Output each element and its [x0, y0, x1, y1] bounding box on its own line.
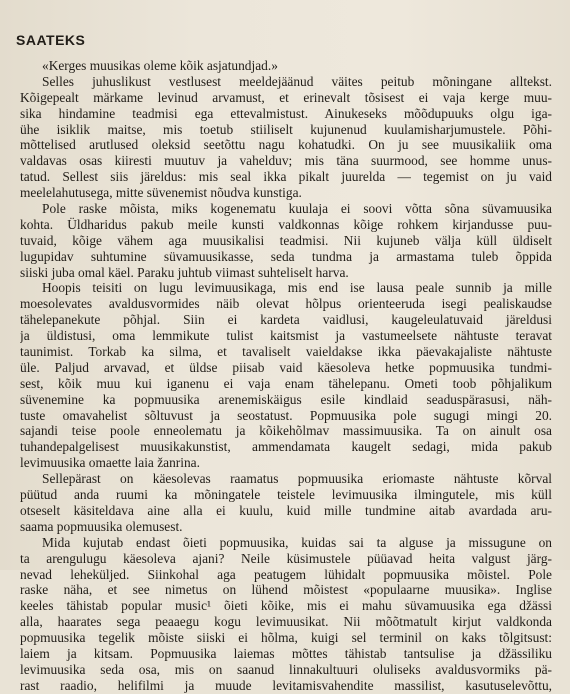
text-line: tähelepanekute põhjal. Siin ei kardeta vaidlusi, kaugeleulatuvaid järeldusi [20, 312, 552, 328]
text-line: Pole raske mõista, miks kogenematu kuulaja ei soovi võtta sõna süvamuusika [42, 201, 552, 217]
text-line: popmuusika tegelik mõiste siiski ei hõlma, kuigi sel terminil on kaks tõlgitsust: [20, 630, 552, 646]
body-text [20, 58, 552, 694]
text-line: mõttelised arutlused oleksid seetõttu nagu kohatudki. On ju see muusikaliik oma [20, 137, 552, 153]
text-line: Sellepärast on käesolevas raamatus popmuusika eriomaste nähtuste kõrval [42, 471, 552, 487]
text-line: süvenemine ka popmuusika arenemiskäigus esile kindlaid seaduspärasusi, näh- [20, 391, 552, 407]
text-line: Kõigepealt märkame levinud arvamust, et erinevalt tõsisest ei vaja kerge muu- [20, 89, 552, 105]
text-line: Selles juhuslikust vestlusest meeldejäänud väites peitub mõningane alltekst. [42, 73, 552, 89]
text-line: sika hindamine teadmisi ega ettevalmistust. Ainukeseks mõõdupuuks olgu iga- [20, 105, 552, 121]
text-line: tuvaid, kõige vähem aga muusikalisi teadmisi. Nii kujuneb välja küll üldiselt [20, 232, 552, 248]
text-line: Mida kujutab endast õieti popmuusika, kuidas sai ta alguse ja missugune on [42, 534, 552, 550]
text-line: moesolevates avaldusvormides näib olevat hõlpus orienteeruda isegi pealiskaudse [20, 296, 552, 312]
text-line: levimuusika omaette laia žanrina. [20, 455, 200, 471]
text-line: siiski juba omal käel. Paraku juhtub viimast suhteliselt harva. [20, 264, 349, 280]
chapter-heading: SAATEKS [16, 32, 86, 48]
text-line: taunimist. Torkab ka silma, et tavaliselt vaieldakse ikka päevakajaliste nähtuste [20, 344, 552, 360]
text-line: laiem ja kitsam. Popmuusika laiemas mõttes tähistab tantsulise ja džässiliku [20, 645, 552, 661]
text-line: üle. Paljud arvavad, et üldse piisab vaid käesoleva hetke popmuusika tundmi- [20, 359, 552, 375]
text-line: raske näha, et see nimetus on lühend mõistest «populaarne muusika». Inglise [20, 582, 552, 598]
text-line: kohta. Üldharidus pakub meile kunsti valdkonnas kõige rohkem kirjandusse puu- [20, 216, 552, 232]
text-line: alla, haarates sega peaaegu kogu levimuusikat. Nii mõõtmatult kirjut valdkonda [20, 614, 552, 630]
text-line: nevad leheküljed. Siinkohal aga peatugem lühidalt popmuusika mõistel. Pole [20, 566, 552, 582]
text-line: levimuusika seda osa, mis on saanud linnakultuuri oluliseks avaldusvormiks pä- [20, 661, 552, 677]
text-line: rast raadio, helifilmi ja muude levitamisvahendite massilist, kasutuselevõttu, [20, 677, 552, 693]
text-line: tuhandepalgelisest muusikakunstist, ammendamata kaugelt sedagi, mida pakub [20, 439, 552, 455]
text-line: tuste omavahelist sõltuvust ja seostatust. Popmuusika pole sugugi mingi 20. [20, 407, 552, 423]
text-line: lugupidav suhtumine süvamuusikasse, seda tundma ja armastama tuleb õppida [20, 248, 552, 264]
text-line: sajandi teise poole enneolematu ja kõikehõlmav massimuusika. Ta on ainult osa [20, 423, 552, 439]
text-line: püütud anda ruumi ka mõningatele teistele levimuusika ilmingutele, mis küll [20, 487, 552, 503]
text-line: keeles tähistab popular music¹ õieti kõike, mis ei mahu süvamuusika ega džässi [20, 598, 552, 614]
text-line: tatud. Sellest siis järeldus: mis seal ikka pikalt juurelda — tegemist on ju vaid [20, 169, 552, 185]
text-line: sest, kõik muu kui iganenu ei vaja enam tähelepanu. Ometi toob põhjalikum [20, 375, 552, 391]
text-line: ja üldistusi, oma lemmikute tulist kaitsmist ja vastumeelsete nähtuste teravat [20, 328, 552, 344]
text-line: meelelahutusega, mitte süvenemist nõudva kunstiga. [20, 185, 302, 201]
text-line: valdavas osas kiiresti muutuv ja vahelduv; mis täna suurmood, see homme unus- [20, 153, 552, 169]
text-line: ühe isiklik maitse, mis toetub stiiliselt kujunenud kuulamisharjumustele. Põhi- [20, 121, 552, 137]
text-line: otseselt käsiteldava aine alla ei kuulu, kuid mille tundmine aitab avardada aru- [20, 502, 552, 518]
text-line: saama popmuusika olemusest. [20, 518, 183, 534]
text-line: Hoopis teisiti on lugu levimuusikaga, mis end ise lausa peale sunnib ja mille [42, 280, 552, 296]
text-line: ta arengulugu käesoleva ajani? Neile küsimustele püüavad heita valgust järg- [20, 550, 552, 566]
text-line: «Kerges muusikas oleme kõik asjatundjad.» [42, 58, 278, 73]
